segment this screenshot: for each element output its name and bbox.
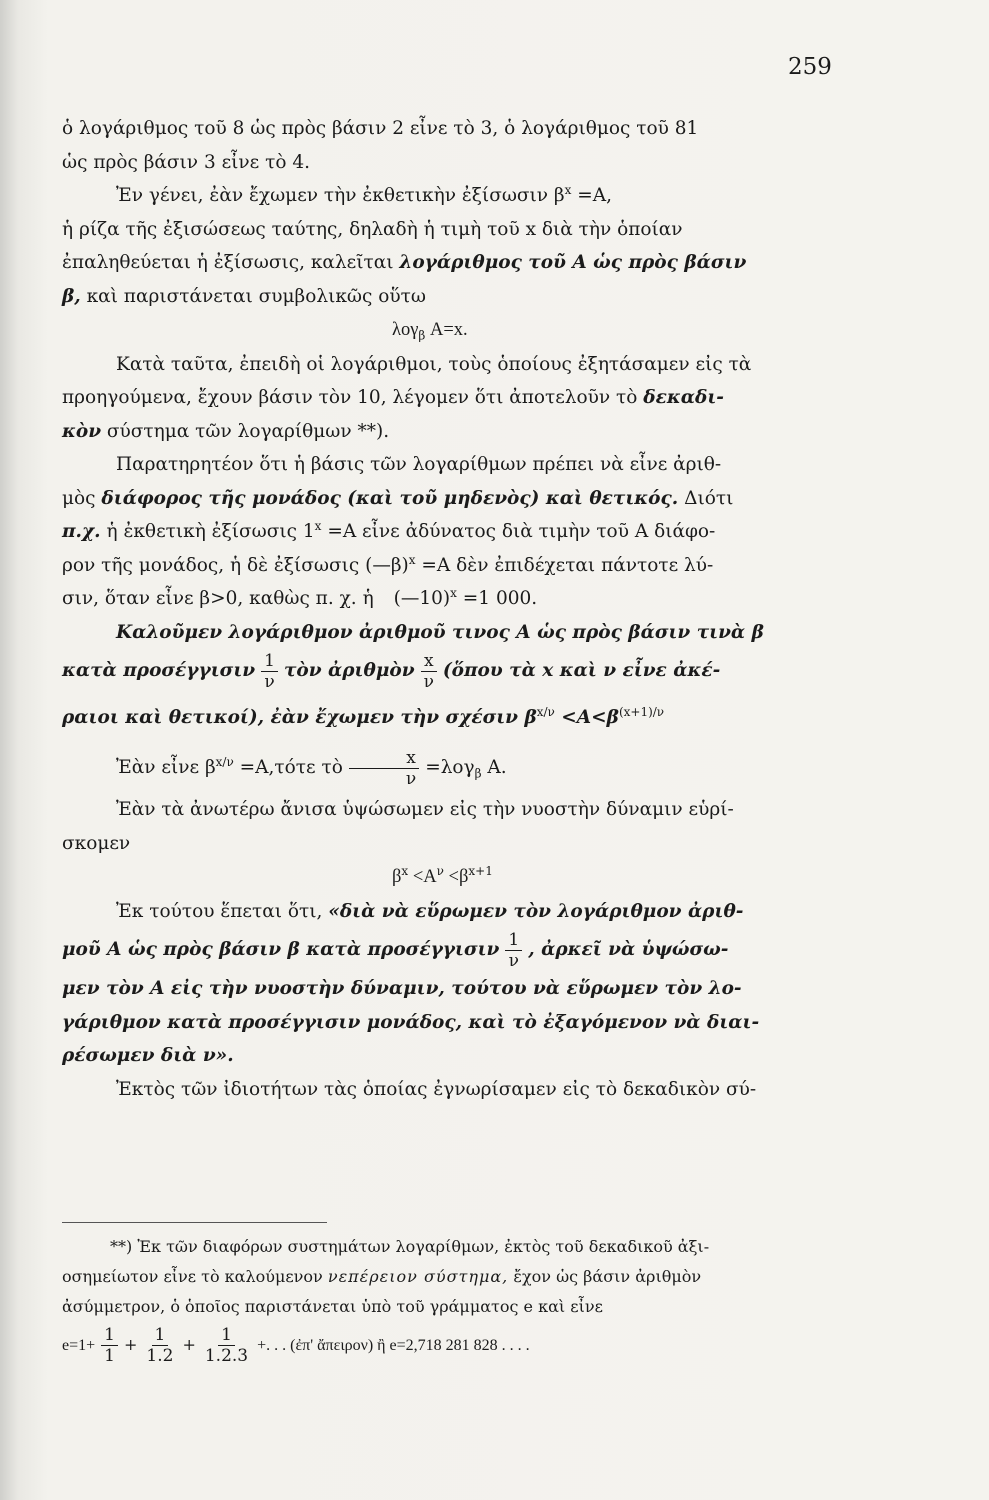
formula-approx-log: Ἐὰν εἶνε $\beta^{x/\nu} =A,\tau ό\tau\varepsilon$ τὸ $\frac{x}{\nu}$ =λογ$_\beta$ A. — [116, 747, 507, 789]
line-13: π.χ. ἡ ἐκθετικὴ ἐξίσωσις $1^x =A$ εἶνε ἀδύνατος διὰ τιμὴν τοῦ A διάφο- — [62, 518, 716, 542]
fraction-1-over-1.2: $\frac{1}{1.2}$ — [146, 1325, 174, 1366]
line-26: γάριθμον κατὰ προσέγγισιν μονάδος, καὶ τὸ ἐξαγόμενον νὰ διαι- — [62, 1011, 760, 1033]
line-6: β, καὶ παριστάνεται συμβολικῶς οὕτω — [62, 285, 426, 307]
line-15: σιν, ὅταν εἶνε β>0, καθὼς π. χ. ἡ (—10)$^x$ =1 000. — [62, 585, 538, 609]
line-23: Ἐκ τούτου ἕπεται ὅτι, «διὰ νὰ εὕρωμεν τὸν λογάριθμον ἀριθ- — [116, 900, 744, 922]
line-21: σκομεν — [62, 832, 131, 854]
line-20: Ἐὰν τὰ ἀνωτέρω ἄνισα ὑψώσωμεν εἰς τὴν νυοστὴν δύναμιν εὑρί- — [116, 799, 734, 820]
line-5: ἐπαληθεύεται ἡ ἐξίσωσις, καλεῖται λογάριθμος τοῦ Α ὡς πρὸς βάσιν — [62, 252, 747, 273]
line-9: προηγούμενα, ἔχουν βάσιν τὸν 10, λέγομεν ὅτι ἀποτελοῦν τὸ δεκαδι- — [62, 387, 724, 408]
line-14: ρον τῆς μονάδος, ἡ δὲ ἐξίσωσις (—β)$^x$ =A δὲν ἐπιδέχεται πάντοτε λύ- — [62, 552, 714, 576]
line-10: κὸν σύστημα τῶν λογαρίθμων **). — [62, 420, 390, 442]
footnote-divider — [62, 1222, 327, 1223]
definition-line-1: Καλοῦμεν λογάριθμον ἀριθμοῦ τινος Α ὡς πρὸς βάσιν τινὰ β — [116, 621, 764, 643]
line-4: ἡ ρίζα τῆς ἐξισώσεως ταύτης, δηλαδὴ ἡ τιμὴ τοῦ x διὰ τὴν ὁποίαν — [62, 218, 683, 240]
fraction-x-over-nu: $\frac{x}{\nu}$ — [421, 651, 437, 692]
line-28: Ἐκτὸς τῶν ἰδιοτήτων τὰς ὁποίας ἐγνωρίσαμεν εἰς τὸ δεκαδικὸν σύ- — [116, 1078, 757, 1100]
fraction-1-over-1.2.3: $\frac{1}{1.2.3}$ — [204, 1325, 249, 1366]
page-number: 259 — [788, 54, 832, 80]
line-12: μὸς διάφορος τῆς μονάδος (καὶ τοῦ μηδενὸς) καὶ θετικός. Διότι — [62, 487, 734, 509]
fraction-1-over-1: $\frac{1}{1}$ — [101, 1325, 118, 1366]
fraction-1-over-nu-2: $\frac{1}{\nu}$ — [505, 930, 522, 971]
formula-inequality: $\beta^x <A^\nu <\beta^{x+1}$ — [392, 863, 493, 887]
line-25: μεν τὸν Α εἰς τὴν νυοστὴν δύναμιν, τούτου νὰ εὕρωμεν τὸν λο- — [62, 978, 742, 999]
line-24: μοῦ Α ὡς πρὸς βάσιν β κατὰ προσέγγισιν $\frac{1}{\nu}$ , ἀρκεῖ νὰ ὑψώσω- — [62, 929, 729, 971]
line-8: Κατὰ ταῦτα, ἐπειδὴ οἱ λογάριθμοι, τοὺς ὁποίους ἐξητάσαμεν εἰς τὰ — [116, 353, 752, 375]
footnote — [62, 1232, 874, 1369]
line-27: ρέσωμεν διὰ ν». — [62, 1045, 234, 1066]
footnote-line-1: **) Ἐκ τῶν διαφόρων συστημάτων λογαρίθμων, ἐκτὸς τοῦ δεκαδικοῦ ἀξι- — [110, 1237, 710, 1256]
line-1: ὁ λογάριθμος τοῦ 8 ὡς πρὸς βάσιν 2 εἶνε τὸ 3, ὁ λογάριθμος τοῦ 81 — [62, 118, 699, 139]
fraction-x-over-nu-2: $\frac{x}{\nu}$ — [349, 748, 419, 789]
line-3: Ἐν γένει, ἐὰν ἔχωμεν τὴν ἐκθετικὴν ἐξίσωσιν $\beta^x =A$, — [116, 182, 613, 206]
main-text — [62, 112, 864, 1106]
definition-line-2: κατὰ προσέγγισιν $\frac{1}{\nu}$ τὸν ἀριθμὸν $\frac{x}{\nu}$ (ὅπου τὰ x καὶ ν εἶνε ἀκέ- — [62, 650, 721, 692]
formula-log-def: λογ$_\beta$ A=x. — [392, 320, 468, 343]
line-11: Παρατηρητέον ὅτι ἡ βάσις τῶν λογαρίθμων πρέπει νὰ εἶνε ἀριθ- — [116, 454, 722, 475]
footnote-line-3: ἀσύμμετρον, ὁ ὁποῖος παριστάνεται ὑπὸ τοῦ γράμματος e καὶ εἶνε — [62, 1297, 603, 1316]
footnote-line-2: οσημείωτον εἶνε τὸ καλούμενον νεπέρειον σύστημα, ἔχον ὡς βάσιν ἀριθμὸν — [62, 1267, 702, 1286]
definition-line-3: ραιοι καὶ θετικοί), ἐὰν ἔχωμεν τὴν σχέσιν $\beta^{x/\nu} <A<\beta^{(x+1)/\nu}$ — [62, 704, 665, 728]
line-2: ὡς πρὸς βάσιν 3 εἶνε τὸ 4. — [62, 151, 311, 173]
footnote-formula-e: e=1+ $\frac{1}{1}$ + $\frac{1}{1.2}$ + $\frac{1}{1.2.3}$ +. . . (ἐπ' ἄπειρον) ἢ e=2,718 281 828 . . . . — [62, 1325, 530, 1366]
fraction-1-over-nu: $\frac{1}{\nu}$ — [261, 651, 278, 692]
